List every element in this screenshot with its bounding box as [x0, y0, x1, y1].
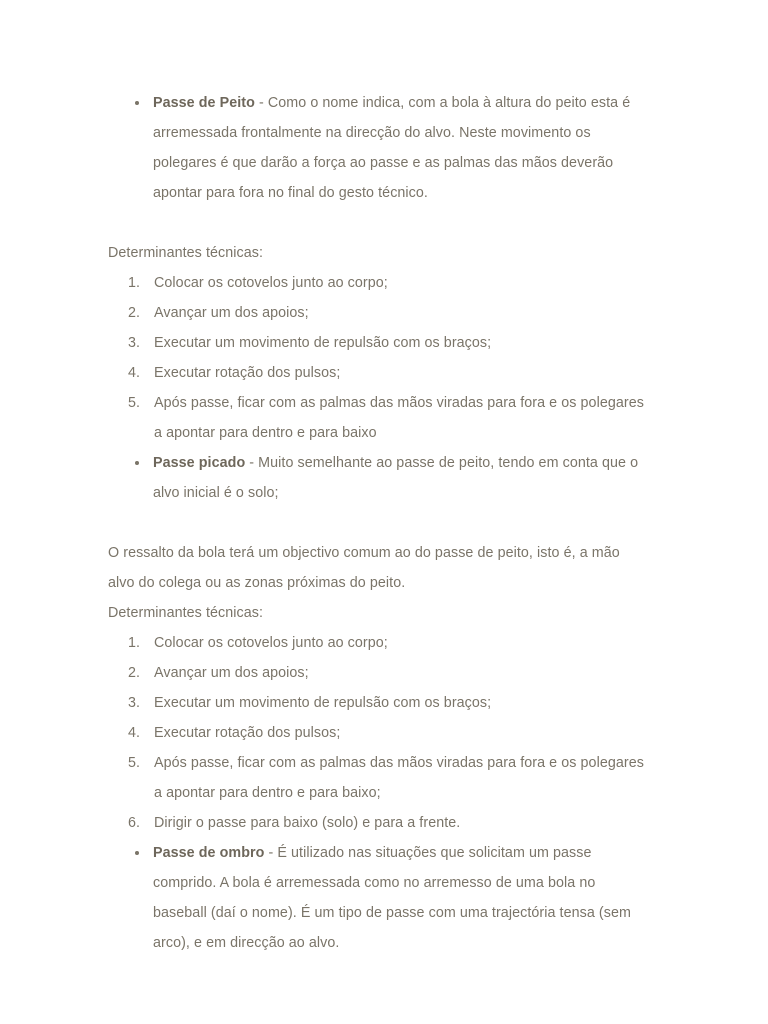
- definition-passe-de-ombro: - É utilizado nas situações que solicitam um passe comprido. A bola é arremessada como no arremesso de uma bola no baseball (daí o nome). É um tipo de passe com uma trajectória tensa (sem arco), e em direcção ao alvo.: [153, 845, 631, 951]
- definition-passe-picado: - Muito semelhante ao passe de peito, tendo em conta que o alvo inicial é o solo;: [153, 455, 639, 501]
- intro-paragraph-passe-picado: O ressalto da bola terá um objectivo comum ao do passe de peito, isto é, a mão alvo do colega ou as zonas próximas do peito.: [108, 545, 620, 591]
- list-item: [108, 838, 650, 958]
- determinantes-label-passe-picado: Determinantes técnicas:: [108, 605, 264, 621]
- list-item: Dirigir o passe para baixo (solo) e para a frente.: [154, 815, 461, 831]
- list-item: Colocar os cotovelos junto ao corpo;: [154, 635, 388, 651]
- list-item: Avançar um dos apoios;: [154, 305, 309, 321]
- list-item: [108, 88, 650, 208]
- steps-passe-de-peito: [108, 268, 650, 448]
- list-item: Executar rotação dos pulsos;: [154, 725, 341, 741]
- list-item: Após passe, ficar com as palmas das mãos viradas para fora e os polegares a apontar para dentro e para baixo;: [154, 755, 644, 801]
- bullet-list-passe-picado: [108, 448, 650, 508]
- determinantes-label-passe-de-peito: Determinantes técnicas:: [108, 245, 264, 261]
- steps-passe-picado: [108, 628, 650, 838]
- list-item: Avançar um dos apoios;: [154, 665, 309, 681]
- list-item: [108, 448, 650, 508]
- definition-passe-de-peito: - Como o nome indica, com a bola à altura do peito esta é arremessada frontalmente na direcção do alvo. Neste movimento os polegares é que darão a força ao passe e as palmas das mãos deverão apontar para fora no final do gesto técnico.: [153, 95, 631, 201]
- list-item: Após passe, ficar com as palmas das mãos viradas para fora e os polegares a apontar para dentro e para baixo: [154, 395, 644, 441]
- term-passe-de-peito: Passe de Peito: [153, 95, 255, 111]
- bullet-list-passe-de-peito: [108, 88, 650, 208]
- list-item: Executar rotação dos pulsos;: [154, 365, 341, 381]
- list-item: Executar um movimento de repulsão com os braços;: [154, 335, 492, 351]
- list-item: Executar um movimento de repulsão com os braços;: [154, 695, 492, 711]
- bullet-list-passe-de-ombro: [108, 838, 650, 958]
- term-passe-picado: Passe picado: [153, 455, 246, 471]
- list-item: Colocar os cotovelos junto ao corpo;: [154, 275, 388, 291]
- term-passe-de-ombro: Passe de ombro: [153, 845, 265, 861]
